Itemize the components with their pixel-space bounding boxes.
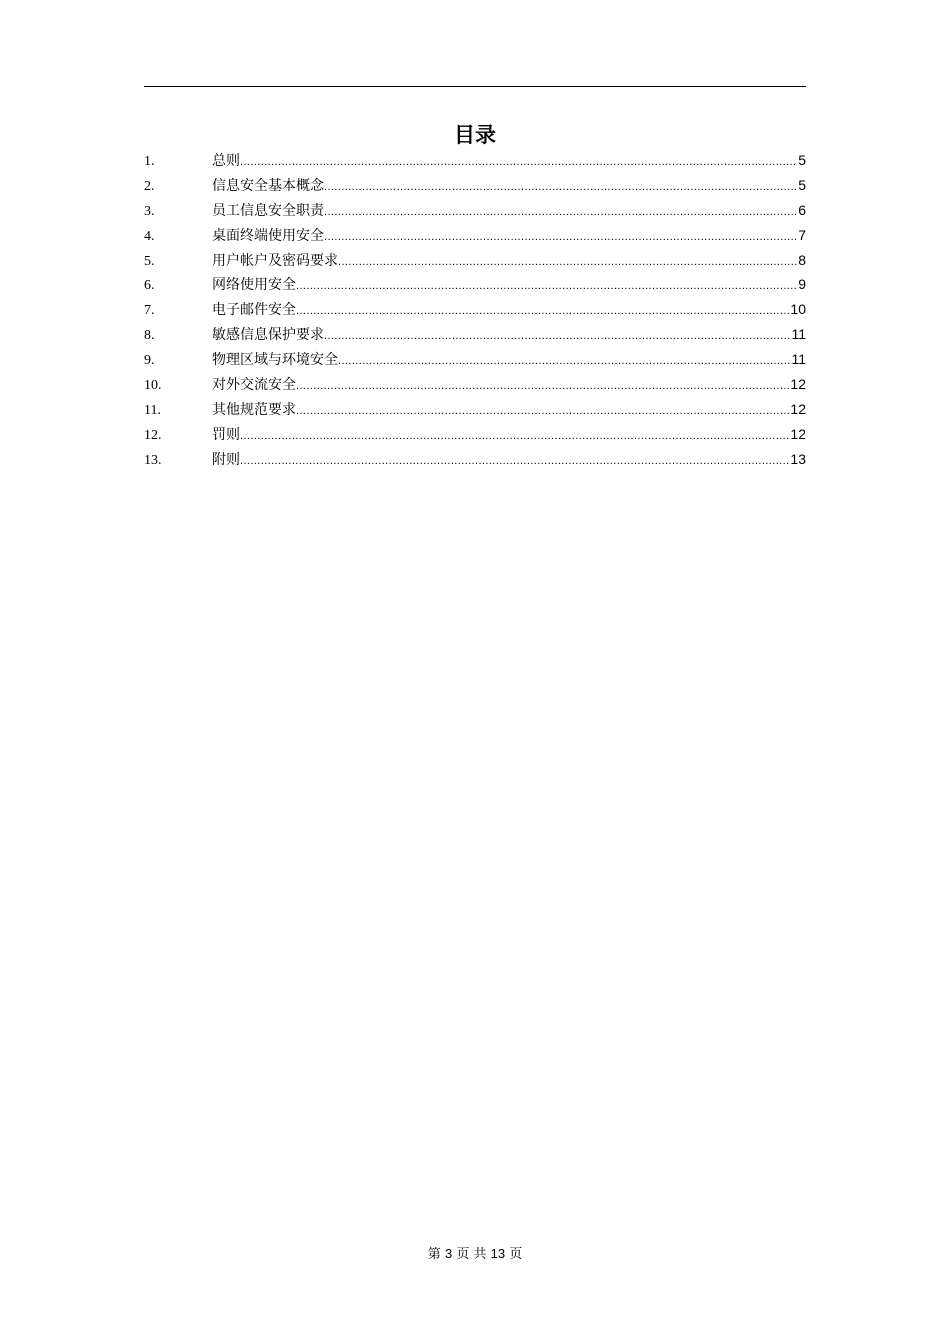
- toc-entry[interactable]: [144, 250, 806, 275]
- toc-entry-page[interactable]: 5: [798, 176, 806, 193]
- toc-entry-page[interactable]: 12: [790, 425, 806, 442]
- footer-suffix: 页: [509, 1247, 523, 1262]
- toc-entry[interactable]: [144, 449, 806, 474]
- toc-entry-page[interactable]: 11: [791, 351, 806, 368]
- toc-entry-page[interactable]: 5: [798, 152, 806, 168]
- toc-entry[interactable]: [144, 150, 806, 175]
- toc-entry[interactable]: [144, 225, 806, 250]
- toc-entry-label[interactable]: 敏感信息保护要求: [212, 327, 324, 344]
- toc-entry-label[interactable]: 用户帐户及密码要求: [212, 252, 338, 269]
- toc-dot-leader: [338, 252, 797, 272]
- toc-entry-label[interactable]: 附则: [212, 451, 240, 468]
- toc-entry-number: 9.: [144, 353, 155, 369]
- toc-entry[interactable]: [144, 349, 806, 374]
- toc-entry-number: 3.: [144, 203, 155, 219]
- toc-entry-page[interactable]: 9: [798, 276, 806, 293]
- toc-list: [144, 150, 806, 474]
- toc-entry-page[interactable]: 7: [798, 226, 806, 243]
- toc-dot-leader: [296, 401, 789, 421]
- toc-dot-leader: [296, 276, 797, 296]
- toc-entry[interactable]: [144, 399, 806, 424]
- toc-dot-leader: [324, 202, 797, 222]
- toc-entry-number: 13.: [144, 452, 162, 468]
- toc-dot-leader: [296, 376, 789, 396]
- toc-entry-number: 8.: [144, 328, 155, 344]
- toc-entry[interactable]: [144, 200, 806, 225]
- toc-entry-number: 1.: [144, 154, 155, 169]
- toc-entry-page[interactable]: 8: [798, 251, 806, 268]
- toc-entry-number: 2.: [144, 178, 155, 194]
- toc-entry-label[interactable]: 信息安全基本概念: [212, 177, 324, 194]
- toc-entry-label[interactable]: 电子邮件安全: [212, 302, 296, 319]
- toc-entry[interactable]: [144, 274, 806, 299]
- toc-entry-label[interactable]: 桌面终端使用安全: [212, 227, 324, 244]
- toc-entry-label[interactable]: 总则: [212, 153, 240, 169]
- toc-entry-label[interactable]: 对外交流安全: [212, 377, 296, 394]
- toc-entry-page[interactable]: 6: [798, 201, 806, 218]
- toc-entry-label[interactable]: 其他规范要求: [212, 401, 296, 418]
- toc-entry[interactable]: [144, 299, 806, 324]
- toc-dot-leader: [338, 351, 790, 371]
- footer-current-page: 3: [444, 1246, 453, 1261]
- toc-entry-number: 12.: [144, 427, 162, 443]
- toc-entry[interactable]: [144, 424, 806, 449]
- toc-entry[interactable]: [144, 374, 806, 399]
- footer-prefix: 第: [427, 1247, 441, 1262]
- toc-entry-number: 6.: [144, 278, 155, 294]
- footer-total-pages: 13: [490, 1246, 506, 1261]
- toc-dot-leader: [240, 152, 797, 172]
- toc-entry-number: 7.: [144, 303, 155, 319]
- toc-entry-number: 11.: [144, 402, 161, 418]
- toc-entry-number: 10.: [144, 378, 162, 394]
- toc-entry-number: 5.: [144, 253, 155, 269]
- toc-dot-leader: [240, 451, 789, 471]
- footer-middle: 页 共: [456, 1247, 487, 1262]
- toc-entry-label[interactable]: 物理区域与环境安全: [212, 352, 338, 369]
- toc-dot-leader: [324, 227, 797, 247]
- toc-entry-page[interactable]: 13: [790, 450, 806, 467]
- toc-title: 目录: [454, 123, 496, 147]
- toc-entry[interactable]: [144, 324, 806, 349]
- toc-dot-leader: [324, 326, 790, 346]
- toc-entry-label[interactable]: 罚则: [212, 426, 240, 443]
- page-footer: [0, 1244, 950, 1265]
- toc-entry[interactable]: [144, 175, 806, 200]
- toc-dot-leader: [324, 177, 797, 197]
- toc-entry-page[interactable]: 11: [791, 326, 806, 343]
- toc-entry-number: 4.: [144, 228, 155, 244]
- toc-entry-label[interactable]: 员工信息安全职责: [212, 202, 324, 219]
- toc-entry-page[interactable]: 10: [790, 301, 806, 318]
- header-rule: [144, 86, 806, 87]
- toc-dot-leader: [296, 301, 789, 321]
- toc-dot-leader: [240, 426, 789, 446]
- toc-entry-page[interactable]: 12: [790, 376, 806, 393]
- toc-entry-label[interactable]: 网络使用安全: [212, 277, 296, 294]
- toc-entry-page[interactable]: 12: [790, 400, 806, 417]
